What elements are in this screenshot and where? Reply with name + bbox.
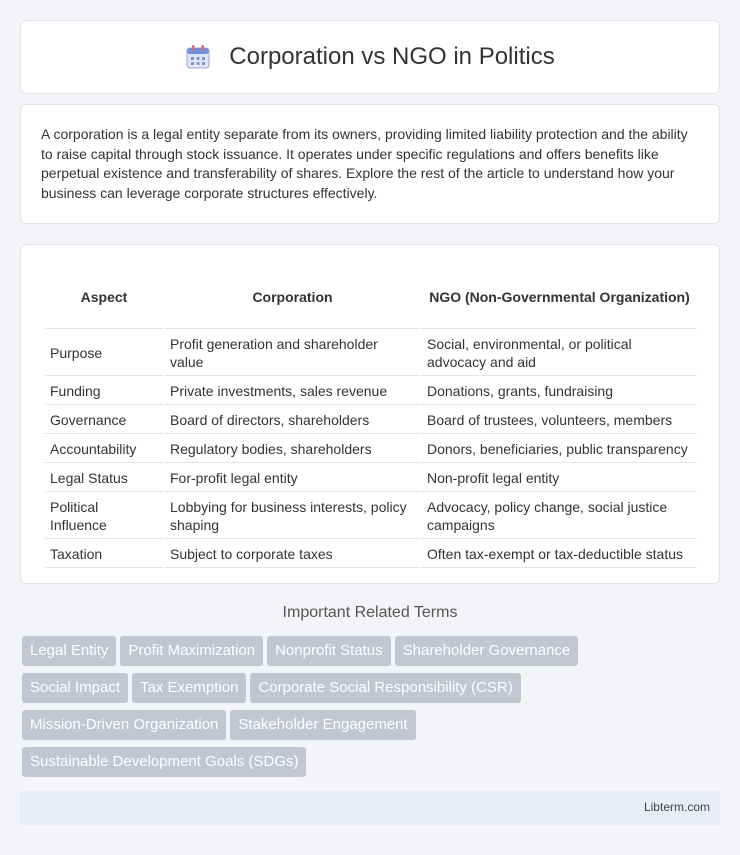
intro-card (20, 104, 720, 224)
column-header-corporation: Corporation (165, 267, 420, 329)
intro-text: A corporation is a legal entity separate from its owners, providing limited liability protection and the ability to raise capital through stock issuance. It operates under specific regulations and offers benefits like perpetual existence and transferability of shares. Explore the rest of the article to understand how your business can leverage corporate structures effectively. (41, 126, 688, 201)
term-tag[interactable]: Shareholder Governance (395, 636, 579, 666)
table-row (45, 378, 697, 405)
table-cell: Funding (45, 378, 163, 405)
related-terms-title: Important Related Terms (282, 604, 458, 621)
column-header-ngo: NGO (Non-Governmental Organization) (422, 267, 697, 329)
related-terms-list (22, 636, 722, 784)
table-cell: Board of directors, shareholders (165, 407, 420, 434)
table-row (45, 436, 697, 463)
table-row (45, 407, 697, 434)
term-tag[interactable]: Stakeholder Engagement (230, 710, 415, 740)
footer (20, 791, 720, 825)
table-cell: Lobbying for business interests, policy shaping (165, 494, 420, 539)
page-title: Corporation vs NGO in Politics (229, 43, 555, 70)
header-card (20, 20, 720, 94)
term-tag[interactable]: Legal Entity (22, 636, 116, 666)
table-row (45, 541, 697, 568)
term-tag[interactable]: Corporate Social Responsibility (CSR) (250, 673, 520, 703)
table-cell: Regulatory bodies, shareholders (165, 436, 420, 463)
table-cell: Profit generation and shareholder value (165, 331, 420, 376)
term-tag[interactable]: Profit Maximization (120, 636, 263, 666)
calendar-icon (185, 44, 211, 70)
table-cell: Private investments, sales revenue (165, 378, 420, 405)
table-row (45, 494, 697, 539)
table-cell: Donations, grants, fundraising (422, 378, 697, 405)
comparison-card (20, 244, 720, 584)
table-cell: Advocacy, policy change, social justice campaigns (422, 494, 697, 539)
term-tag[interactable]: Nonprofit Status (267, 636, 391, 666)
table-cell: Board of trustees, volunteers, members (422, 407, 697, 434)
table-cell: Often tax-exempt or tax-deductible status (422, 541, 697, 568)
table-cell: Taxation (45, 541, 163, 568)
table-cell: For-profit legal entity (165, 465, 420, 492)
term-tag[interactable]: Mission-Driven Organization (22, 710, 226, 740)
table-row (45, 331, 697, 376)
table-row (45, 465, 697, 492)
table-cell: Subject to corporate taxes (165, 541, 420, 568)
footer-site-link[interactable]: Libterm.com (643, 800, 710, 814)
table-cell: Political Influence (45, 494, 163, 539)
table-cell: Accountability (45, 436, 163, 463)
table-cell: Donors, beneficiaries, public transparency (422, 436, 697, 463)
term-tag[interactable]: Social Impact (22, 673, 128, 703)
table-cell: Purpose (45, 331, 163, 376)
table-cell: Non-profit legal entity (422, 465, 697, 492)
term-tag[interactable]: Sustainable Development Goals (SDGs) (22, 747, 306, 777)
comparison-table (43, 265, 699, 570)
table-cell: Social, environmental, or political advocacy and aid (422, 331, 697, 376)
table-cell: Legal Status (45, 465, 163, 492)
term-tag[interactable]: Tax Exemption (132, 673, 246, 703)
table-header-row (45, 267, 697, 329)
table-cell: Governance (45, 407, 163, 434)
column-header-aspect: Aspect (45, 267, 163, 329)
